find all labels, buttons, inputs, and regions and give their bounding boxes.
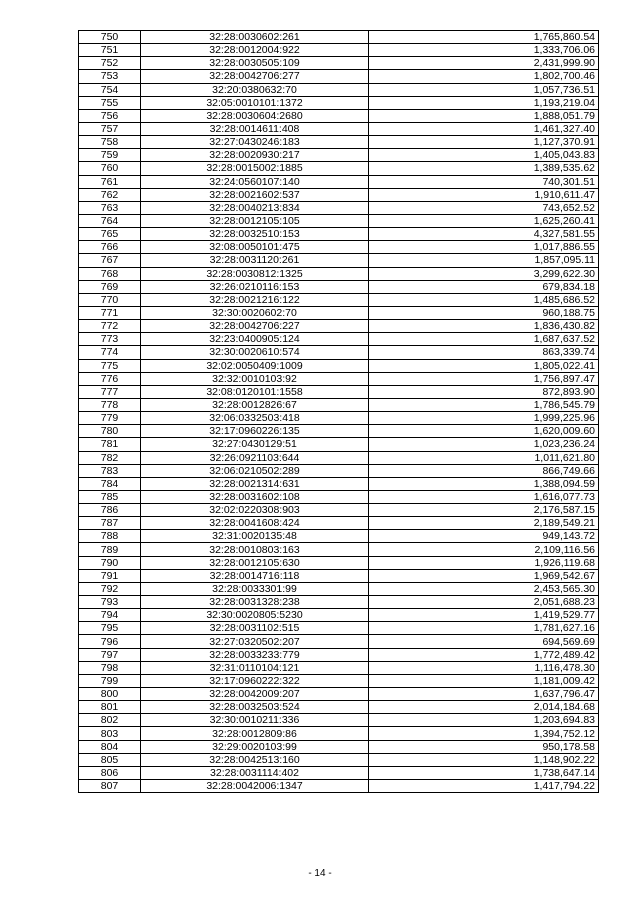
- amount-cell: 2,109,116.56: [369, 543, 599, 556]
- cadastral-number-cell: 32:28:0021216:122: [141, 293, 369, 306]
- amount-cell: 1,023,236.24: [369, 438, 599, 451]
- amount-cell: 3,299,622.30: [369, 267, 599, 280]
- table-row: [79, 609, 599, 622]
- row-number-cell: 756: [79, 109, 141, 122]
- row-number-cell: 795: [79, 622, 141, 635]
- table-row: [79, 543, 599, 556]
- row-number-cell: 788: [79, 530, 141, 543]
- cadastral-number-cell: 32:28:0030505:109: [141, 57, 369, 70]
- row-number-cell: 770: [79, 293, 141, 306]
- table-row: [79, 556, 599, 569]
- row-number-cell: 805: [79, 753, 141, 766]
- amount-cell: 1,057,736.51: [369, 83, 599, 96]
- amount-cell: 1,786,545.79: [369, 398, 599, 411]
- table-row: [79, 622, 599, 635]
- row-number-cell: 762: [79, 188, 141, 201]
- table-row: [79, 333, 599, 346]
- cadastral-number-cell: 32:28:0031328:238: [141, 596, 369, 609]
- cadastral-number-cell: 32:23:0400905:124: [141, 333, 369, 346]
- cadastral-number-cell: 32:08:0120101:1558: [141, 385, 369, 398]
- cadastral-number-cell: 32:32:0010103:92: [141, 372, 369, 385]
- cadastral-number-cell: 32:06:0210502:289: [141, 464, 369, 477]
- cadastral-number-cell: 32:28:0041608:424: [141, 517, 369, 530]
- table-row: [79, 280, 599, 293]
- cadastral-number-cell: 32:28:0040213:834: [141, 201, 369, 214]
- cadastral-number-cell: 32:28:0020930:217: [141, 149, 369, 162]
- cadastral-number-cell: 32:26:0921103:644: [141, 451, 369, 464]
- row-number-cell: 767: [79, 254, 141, 267]
- amount-cell: 863,339.74: [369, 346, 599, 359]
- table-row: [79, 201, 599, 214]
- table-row: [79, 661, 599, 674]
- amount-cell: 679,834.18: [369, 280, 599, 293]
- table-row: [79, 83, 599, 96]
- row-number-cell: 779: [79, 412, 141, 425]
- cadastral-number-cell: 32:27:0430246:183: [141, 136, 369, 149]
- amount-cell: 1,888,051.79: [369, 109, 599, 122]
- cadastral-number-cell: 32:28:0033301:99: [141, 582, 369, 595]
- table-row: [79, 688, 599, 701]
- amount-cell: 1,772,489.42: [369, 648, 599, 661]
- row-number-cell: 755: [79, 96, 141, 109]
- table-row: [79, 136, 599, 149]
- row-number-cell: 792: [79, 582, 141, 595]
- cadastral-number-cell: 32:28:0014611:408: [141, 122, 369, 135]
- cadastral-number-cell: 32:28:0030812:1325: [141, 267, 369, 280]
- data-table: [78, 30, 599, 793]
- row-number-cell: 758: [79, 136, 141, 149]
- table-row: [79, 740, 599, 753]
- cadastral-number-cell: 32:28:0010803:163: [141, 543, 369, 556]
- amount-cell: 1,419,529.77: [369, 609, 599, 622]
- amount-cell: 1,011,621.80: [369, 451, 599, 464]
- amount-cell: 1,417,794.22: [369, 780, 599, 793]
- table-row: [79, 780, 599, 793]
- cadastral-number-cell: 32:17:0960226:135: [141, 425, 369, 438]
- cadastral-number-cell: 32:28:0021314:631: [141, 477, 369, 490]
- cadastral-number-cell: 32:28:0031114:402: [141, 766, 369, 779]
- cadastral-number-cell: 32:28:0042009:207: [141, 688, 369, 701]
- amount-cell: 2,051,688.23: [369, 596, 599, 609]
- row-number-cell: 782: [79, 451, 141, 464]
- row-number-cell: 801: [79, 701, 141, 714]
- cadastral-number-cell: 32:28:0042513:160: [141, 753, 369, 766]
- amount-cell: 1,857,095.11: [369, 254, 599, 267]
- row-number-cell: 764: [79, 214, 141, 227]
- amount-cell: 872,893.90: [369, 385, 599, 398]
- table-row: [79, 596, 599, 609]
- amount-cell: 1,802,700.46: [369, 70, 599, 83]
- row-number-cell: 806: [79, 766, 141, 779]
- cadastral-number-cell: 32:28:0033233:779: [141, 648, 369, 661]
- cadastral-number-cell: 32:27:0320502:207: [141, 635, 369, 648]
- cadastral-number-cell: 32:28:0042006:1347: [141, 780, 369, 793]
- row-number-cell: 783: [79, 464, 141, 477]
- row-number-cell: 769: [79, 280, 141, 293]
- amount-cell: 2,014,184.68: [369, 701, 599, 714]
- row-number-cell: 768: [79, 267, 141, 280]
- table-row: [79, 306, 599, 319]
- table-row: [79, 766, 599, 779]
- table-row: [79, 490, 599, 503]
- amount-cell: 866,749.66: [369, 464, 599, 477]
- amount-cell: 1,625,260.41: [369, 214, 599, 227]
- row-number-cell: 776: [79, 372, 141, 385]
- amount-cell: 1,203,694.83: [369, 714, 599, 727]
- amount-cell: 1,781,627.16: [369, 622, 599, 635]
- amount-cell: 1,765,860.54: [369, 31, 599, 44]
- amount-cell: 1,148,902.22: [369, 753, 599, 766]
- table-row: [79, 674, 599, 687]
- row-number-cell: 773: [79, 333, 141, 346]
- table-row: [79, 228, 599, 241]
- table-row: [79, 31, 599, 44]
- amount-cell: 2,176,587.15: [369, 504, 599, 517]
- table-row: [79, 241, 599, 254]
- table-row: [79, 517, 599, 530]
- table-row: [79, 175, 599, 188]
- cadastral-number-cell: 32:02:0050409:1009: [141, 359, 369, 372]
- cadastral-number-cell: 32:28:0012826:67: [141, 398, 369, 411]
- row-number-cell: 757: [79, 122, 141, 135]
- row-number-cell: 760: [79, 162, 141, 175]
- table-row: [79, 346, 599, 359]
- table-row: [79, 412, 599, 425]
- table-row: [79, 254, 599, 267]
- amount-cell: 694,569.69: [369, 635, 599, 648]
- amount-cell: 1,910,611.47: [369, 188, 599, 201]
- amount-cell: 1,756,897.47: [369, 372, 599, 385]
- cadastral-number-cell: 32:17:0960222:322: [141, 674, 369, 687]
- amount-cell: 1,017,886.55: [369, 241, 599, 254]
- row-number-cell: 794: [79, 609, 141, 622]
- table-row: [79, 753, 599, 766]
- amount-cell: 1,461,327.40: [369, 122, 599, 135]
- cadastral-number-cell: 32:28:0021602:537: [141, 188, 369, 201]
- row-number-cell: 798: [79, 661, 141, 674]
- row-number-cell: 781: [79, 438, 141, 451]
- row-number-cell: 785: [79, 490, 141, 503]
- row-number-cell: 778: [79, 398, 141, 411]
- row-number-cell: 771: [79, 306, 141, 319]
- amount-cell: 4,327,581.55: [369, 228, 599, 241]
- table-row: [79, 96, 599, 109]
- table-row: [79, 149, 599, 162]
- amount-cell: 2,431,999.90: [369, 57, 599, 70]
- table-row: [79, 188, 599, 201]
- row-number-cell: 807: [79, 780, 141, 793]
- row-number-cell: 766: [79, 241, 141, 254]
- amount-cell: 1,389,535.62: [369, 162, 599, 175]
- row-number-cell: 791: [79, 569, 141, 582]
- cadastral-number-cell: 32:28:0015002:1885: [141, 162, 369, 175]
- amount-cell: 1,926,119.68: [369, 556, 599, 569]
- table-row: [79, 504, 599, 517]
- cadastral-number-cell: 32:29:0020103:99: [141, 740, 369, 753]
- row-number-cell: 799: [79, 674, 141, 687]
- row-number-cell: 754: [79, 83, 141, 96]
- row-number-cell: 790: [79, 556, 141, 569]
- amount-cell: 1,116,478.30: [369, 661, 599, 674]
- cadastral-number-cell: 32:20:0380632:70: [141, 83, 369, 96]
- row-number-cell: 777: [79, 385, 141, 398]
- cadastral-number-cell: 32:28:0031102:515: [141, 622, 369, 635]
- amount-cell: 1,687,637.52: [369, 333, 599, 346]
- amount-cell: 950,178.58: [369, 740, 599, 753]
- cadastral-number-cell: 32:26:0210116:153: [141, 280, 369, 293]
- amount-cell: 1,620,009.60: [369, 425, 599, 438]
- table-row: [79, 320, 599, 333]
- row-number-cell: 787: [79, 517, 141, 530]
- table-row: [79, 451, 599, 464]
- row-number-cell: 752: [79, 57, 141, 70]
- cadastral-number-cell: 32:28:0032503:524: [141, 701, 369, 714]
- table-row: [79, 530, 599, 543]
- amount-cell: 949,143.72: [369, 530, 599, 543]
- amount-cell: 1,836,430.82: [369, 320, 599, 333]
- cadastral-number-cell: 32:28:0031120:261: [141, 254, 369, 267]
- amount-cell: 1,637,796.47: [369, 688, 599, 701]
- row-number-cell: 765: [79, 228, 141, 241]
- row-number-cell: 759: [79, 149, 141, 162]
- cadastral-number-cell: 32:28:0042706:277: [141, 70, 369, 83]
- row-number-cell: 775: [79, 359, 141, 372]
- amount-cell: 1,805,022.41: [369, 359, 599, 372]
- table-row: [79, 359, 599, 372]
- table-row: [79, 569, 599, 582]
- table-row: [79, 267, 599, 280]
- table-row: [79, 385, 599, 398]
- cadastral-number-cell: 32:28:0030602:261: [141, 31, 369, 44]
- cadastral-number-cell: 32:30:0010211:336: [141, 714, 369, 727]
- row-number-cell: 786: [79, 504, 141, 517]
- amount-cell: 2,189,549.21: [369, 517, 599, 530]
- table-row: [79, 477, 599, 490]
- row-number-cell: 774: [79, 346, 141, 359]
- amount-cell: 1,485,686.52: [369, 293, 599, 306]
- row-number-cell: 796: [79, 635, 141, 648]
- amount-cell: 2,453,565.30: [369, 582, 599, 595]
- row-number-cell: 793: [79, 596, 141, 609]
- table-row: [79, 293, 599, 306]
- amount-cell: 740,301.51: [369, 175, 599, 188]
- table-row: [79, 398, 599, 411]
- amount-cell: 743,652.52: [369, 201, 599, 214]
- cadastral-number-cell: 32:02:0220308:903: [141, 504, 369, 517]
- cadastral-number-cell: 32:05:0010101:1372: [141, 96, 369, 109]
- row-number-cell: 784: [79, 477, 141, 490]
- amount-cell: 1,333,706.06: [369, 44, 599, 57]
- table-row: [79, 372, 599, 385]
- amount-cell: 1,616,077.73: [369, 490, 599, 503]
- amount-cell: 960,188.75: [369, 306, 599, 319]
- cadastral-number-cell: 32:30:0020602:70: [141, 306, 369, 319]
- cadastral-number-cell: 32:28:0012004:922: [141, 44, 369, 57]
- table-row: [79, 582, 599, 595]
- cadastral-number-cell: 32:28:0012809:86: [141, 727, 369, 740]
- table-row: [79, 70, 599, 83]
- table-row: [79, 109, 599, 122]
- cadastral-number-cell: 32:30:0020805:5230: [141, 609, 369, 622]
- page-number: - 14 -: [308, 868, 332, 879]
- amount-cell: 1,738,647.14: [369, 766, 599, 779]
- amount-cell: 1,388,094.59: [369, 477, 599, 490]
- table-row: [79, 727, 599, 740]
- row-number-cell: 763: [79, 201, 141, 214]
- row-number-cell: 800: [79, 688, 141, 701]
- amount-cell: 1,193,219.04: [369, 96, 599, 109]
- row-number-cell: 761: [79, 175, 141, 188]
- amount-cell: 1,394,752.12: [369, 727, 599, 740]
- table-row: [79, 425, 599, 438]
- amount-cell: 1,181,009.42: [369, 674, 599, 687]
- cadastral-number-cell: 32:24:0560107:140: [141, 175, 369, 188]
- row-number-cell: 789: [79, 543, 141, 556]
- cadastral-number-cell: 32:28:0031602:108: [141, 490, 369, 503]
- row-number-cell: 753: [79, 70, 141, 83]
- table-row: [79, 635, 599, 648]
- amount-cell: 1,405,043.83: [369, 149, 599, 162]
- table-row: [79, 214, 599, 227]
- row-number-cell: 772: [79, 320, 141, 333]
- table-row: [79, 714, 599, 727]
- cadastral-number-cell: 32:30:0020610:574: [141, 346, 369, 359]
- amount-cell: 1,999,225.96: [369, 412, 599, 425]
- amount-cell: 1,127,370.91: [369, 136, 599, 149]
- row-number-cell: 751: [79, 44, 141, 57]
- cadastral-number-cell: 32:06:0332503:418: [141, 412, 369, 425]
- cadastral-number-cell: 32:08:0050101:475: [141, 241, 369, 254]
- cadastral-number-cell: 32:28:0042706:227: [141, 320, 369, 333]
- row-number-cell: 797: [79, 648, 141, 661]
- row-number-cell: 803: [79, 727, 141, 740]
- cadastral-number-cell: 32:28:0030604:2680: [141, 109, 369, 122]
- cadastral-number-cell: 32:27:0430129:51: [141, 438, 369, 451]
- table-row: [79, 464, 599, 477]
- table-row: [79, 57, 599, 70]
- amount-cell: 1,969,542.67: [369, 569, 599, 582]
- cadastral-number-cell: 32:28:0014716:118: [141, 569, 369, 582]
- table-row: [79, 648, 599, 661]
- cadastral-number-cell: 32:28:0012105:630: [141, 556, 369, 569]
- table-row: [79, 438, 599, 451]
- cadastral-number-cell: 32:31:0020135:48: [141, 530, 369, 543]
- row-number-cell: 750: [79, 31, 141, 44]
- table-row: [79, 122, 599, 135]
- cadastral-number-cell: 32:28:0032510:153: [141, 228, 369, 241]
- row-number-cell: 804: [79, 740, 141, 753]
- table-body: [79, 31, 599, 793]
- table-row: [79, 701, 599, 714]
- row-number-cell: 780: [79, 425, 141, 438]
- row-number-cell: 802: [79, 714, 141, 727]
- cadastral-number-cell: 32:31:0110104:121: [141, 661, 369, 674]
- table-row: [79, 44, 599, 57]
- table-row: [79, 162, 599, 175]
- cadastral-number-cell: 32:28:0012105:105: [141, 214, 369, 227]
